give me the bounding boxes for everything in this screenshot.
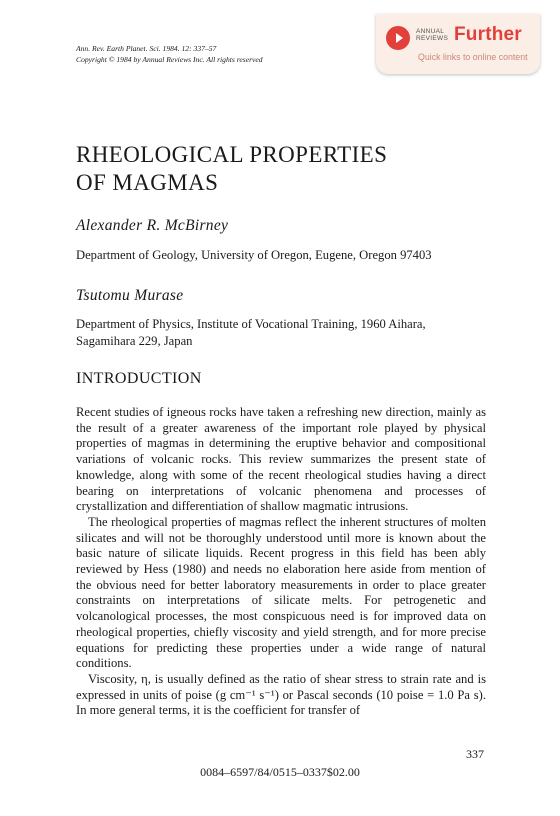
section-heading: INTRODUCTION [76, 370, 202, 387]
author-affiliation: Department of Geology, University of Oregon, Eugene, Oregon 97403 [76, 248, 432, 262]
citation-line-2: Copyright © 1984 by Annual Reviews Inc. All rights reserved [76, 55, 263, 64]
title-line-1: RHEOLOGICAL PROPERTIES [76, 142, 388, 167]
author-affiliation: Department of Physics, Institute of Vocational Training, 1960 Aihara, Sagamihara 229, Japan [76, 317, 426, 348]
further-label: Further [454, 24, 522, 45]
section-body [76, 405, 486, 719]
annual-reviews-wordmark [416, 28, 448, 42]
citation-line-1: Ann. Rev. Earth Planet. Sci. 1984. 12: 337–57 [76, 44, 217, 53]
body-paragraph: The rheological properties of magmas reflect the inherent structures of molten silicates and will not be thoroughly understood until more is known about the basic nature of silicate liquids. Recent progress in this field has been ably reviewed by Hess (1980) and needs no elaboration here aside from mention of the obvious need for better laboratory measurements in order to place greater constraints on interpretations of silicate melts. For petrogenetic and volcanological processes, the most conspicuous need is for improved data on rheological properties, chiefly viscosity and yield strength, and for more precise equations for predicting these properties under a wide range of natural conditions. [76, 514, 486, 671]
brand-line-2: REVIEWS [416, 35, 449, 42]
body-paragraph: Viscosity, η, is usually defined as the ratio of shear stress to strain rate and is expressed in units of poise (g cm⁻¹ s⁻¹) or Pascal seconds (10 poise = 1.0 Pa s). In more general terms, it is the coefficient for transfer of [76, 671, 486, 718]
footer-code: 0084–6597/84/0515–0337$02.00 [200, 765, 360, 779]
page-number: 337 [466, 747, 484, 761]
quick-links-text: Quick links to online content [418, 52, 528, 62]
body-paragraph: Recent studies of igneous rocks have taken a refreshing new direction, mainly as the result of a greater awareness of the important role played by physical properties of magmas in determining the eruptive behavior and compositional variations of volcanic rocks. This review summarizes the present state of knowledge, along with some of the recent rheological studies having a direct bearing on interpretations of volcanic phenomena and processes of crystallization and differentiation of shallow magmatic intrusions. [76, 405, 486, 514]
play-arrow-icon [386, 26, 410, 50]
citation [76, 43, 263, 65]
article-title [76, 141, 387, 197]
brand-line-1: ANNUAL [416, 28, 445, 35]
further-banner[interactable] [376, 14, 540, 74]
author-name: Alexander R. McBirney [76, 217, 229, 234]
author-name: Tsutomu Murase [76, 287, 184, 304]
title-line-2: OF MAGMAS [76, 170, 219, 195]
